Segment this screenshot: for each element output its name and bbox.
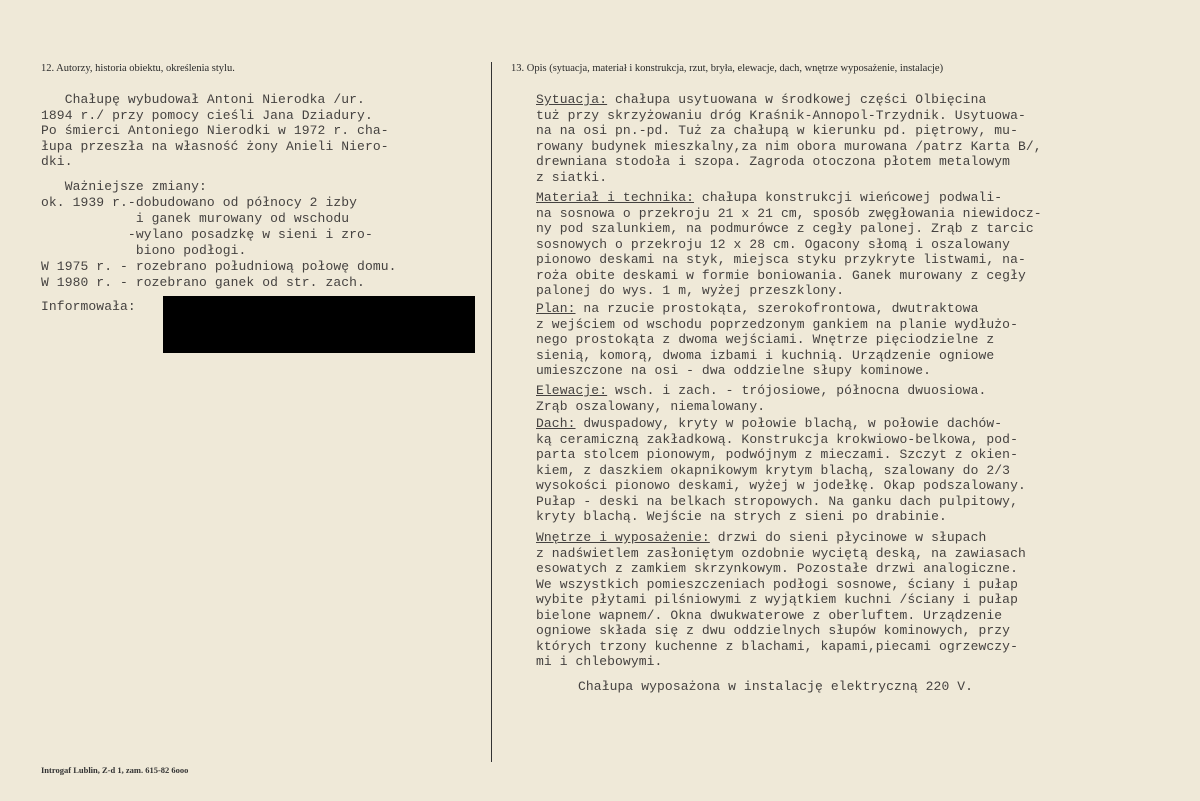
description-line: z nadświetlem zasłoniętym ozdobnie wyciętą deską, na zawiasach — [536, 545, 1026, 561]
column-divider — [491, 62, 492, 762]
description-line: rowany budynek mieszkalny,za nim obora murowana /patrz Karta B/, — [536, 138, 1042, 154]
description-line: nego prostokąta z dwoma wejściami. Wnętrze pięciodzielne z — [536, 332, 995, 347]
label-wnetrze: Wnętrze i wyposażenie: — [536, 530, 710, 545]
informant-label: Informowała: — [41, 299, 136, 314]
description-line: parta stolcem pionowym, podwójnym z mieczami. Szczyt z okien- — [536, 447, 1018, 462]
description-line: ką ceramiczną zakładkową. Konstrukcja krokwiowo-belkowa, pod- — [536, 431, 1018, 447]
description-line: których trzony kuchenne z blachami, kapami,piecami ogrzewczy- — [536, 638, 1018, 654]
history-line: łupa przeszła na własność żony Anieli Niero- — [41, 138, 389, 154]
change-line: W 1980 r. - rozebrano ganek od str. zach. — [41, 275, 365, 290]
change-line: i ganek murowany od wschodu — [41, 211, 350, 226]
history-line: 1894 r./ przy pomocy cieśli Jana Dziadury. — [41, 107, 373, 123]
changes-heading: Ważniejsze zmiany: — [41, 179, 207, 194]
change-line: -wylano posadzkę w sieni i zro- — [41, 227, 373, 242]
description-line: umieszczone na osi - dwa oddzielne słupy kominowe. — [536, 363, 932, 378]
label-plan: Plan: — [536, 301, 576, 316]
description-line: drewniana stodoła i szopa. Zagroda otoczona płotem metalowym — [536, 154, 1011, 169]
section-12-header: 12. Autorzy, historia obiektu, określenia stylu. — [41, 63, 235, 74]
description-line: palonej do wys. 1 m, wyżej przeszklony. — [536, 283, 845, 298]
description-line: wysokości pionowo deskami, wyżej w jodełkę. Okap podszalowany. — [536, 478, 1026, 493]
printer-imprint: Introgaf Lublin, Z-d 1, zam. 615-82 6ooo — [41, 765, 189, 775]
description-line: Zrąb oszalowany, niemalowany. — [536, 398, 766, 414]
description-line: Sytuacja: chałupa usytuowana w środkowej części Olbięcina — [536, 92, 987, 107]
history-line: dki. — [41, 154, 73, 169]
description-line: kiem, z daszkiem okapnikowym krytym blachą, szalowany do 2/3 — [536, 462, 1011, 478]
description-line: sienią, komorą, dwoma izbami i kuchnią. Urządzenie ogniowe — [536, 347, 995, 363]
description-line: Dach: dwuspadowy, kryty w połowie blachą, w połowie dachów- — [536, 416, 1003, 431]
change-line: biono podłogi. — [41, 243, 247, 258]
label-material: Materiał i technika: — [536, 190, 695, 205]
description-line: roża obite deskami w formie boniowania. Ganek murowany z cegły — [536, 267, 1026, 283]
description-line: ny pod szalunkiem, na podmurówce z cegły palonej. Zrąb z tarcic — [536, 221, 1034, 236]
description-line: Elewacje: wsch. i zach. - trójosiowe, północna dwuosiowa. — [536, 383, 987, 398]
description-line: Materiał i technika: chałupa konstrukcji wieńcowej podwali- — [536, 190, 1003, 205]
redacted-informant-box — [163, 296, 475, 353]
history-line: Chałupę wybudował Antoni Nierodka /ur. — [41, 92, 365, 107]
description-line: bielone wapnem/. Okna dwukwaterowe z oberluftem. Urządzenie — [536, 607, 1003, 623]
description-line: ogniowe składa się z dwu oddzielnych słupów kominowych, przy — [536, 623, 1011, 638]
description-line: sosnowych o przekroju 12 x 28 cm. Ogacony słomą i oszalowany — [536, 236, 1011, 252]
label-elewacje: Elewacje: — [536, 383, 608, 398]
change-line: ok. 1939 r.-dobudowano od północy 2 izby — [41, 195, 358, 210]
description-line: Plan: na rzucie prostokąta, szerokofrontowa, dwutraktowa — [536, 301, 979, 316]
description-line: kryty blachą. Wejście na strych z sieni po drabinie. — [536, 509, 947, 524]
description-line: wybite płytami pilśniowymi z wyjątkiem kuchni /ściany i pułap — [536, 592, 1018, 607]
label-sytuacja: Sytuacja: — [536, 92, 608, 107]
label-dach: Dach: — [536, 416, 576, 431]
description-line: esowatych z zamkiem skrzynkowym. Pozostałe drzwi analogiczne. — [536, 561, 1018, 576]
section-13-header: 13. Opis (sytuacja, materiał i konstrukcja, rzut, bryła, elewacje, dach, wnętrze wyposażenie, instalacje) — [511, 63, 944, 74]
description-line: pionowo deskami na styk, miejsca styku przykryte listwami, na- — [536, 252, 1026, 267]
description-line: mi i chlebowymi. — [536, 654, 663, 669]
history-line: Po śmierci Antoniego Nierodki w 1972 r. cha- — [41, 123, 389, 138]
description-line: z siatki. — [536, 169, 608, 185]
description-line: tuż przy skrzyżowaniu dróg Kraśnik-Annopol-Trzydnik. Usytuowa- — [536, 107, 1026, 123]
description-line: Pułap - deski na belkach stropowych. Na ganku dach pulpitowy, — [536, 493, 1018, 509]
description-line: na na osi pn.-pd. Tuż za chałupą w kierunku pd. piętrowy, mu- — [536, 123, 1018, 138]
description-line: Wnętrze i wyposażenie: drzwi do sieni płycinowe w słupach — [536, 530, 987, 545]
change-line: W 1975 r. - rozebrano południową połowę domu. — [41, 259, 397, 274]
description-line: z wejściem od wschodu poprzedzonym gankiem na planie wydłużo- — [536, 316, 1018, 332]
description-line: We wszystkich pomieszczeniach podłogi sosnowe, ściany i pułap — [536, 576, 1018, 592]
description-closing: Chałupa wyposażona w instalację elektryczną 220 V. — [578, 679, 974, 694]
description-line: na sosnowa o przekroju 21 x 21 cm, sposób zwęgłowania niewidocz- — [536, 205, 1042, 221]
